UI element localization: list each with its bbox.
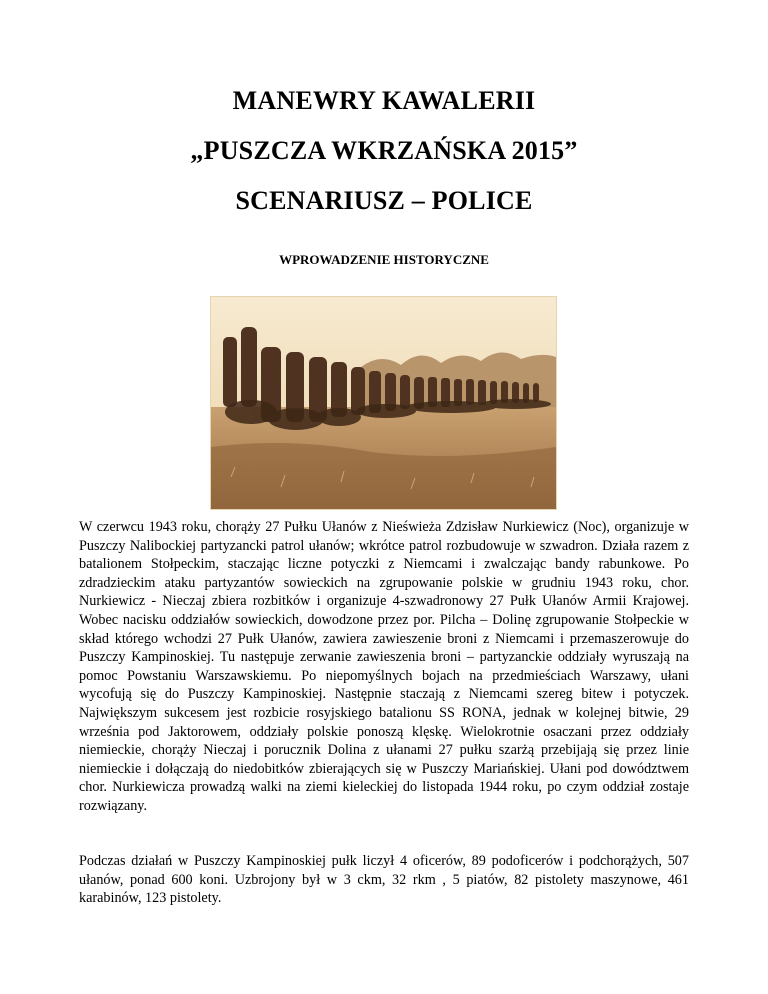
paragraph-2: Podczas działań w Puszczy Kampinoskiej pułk liczył 4 oficerów, 89 podoficerów i podchorążych, 507 ułanów, ponad 600 koni. Uzbrojony był w 3 ckm, 32 rkm , 5 piatów, 82 pistolety maszynowe, 461 karabinów, 123 pistolety.: [79, 853, 689, 907]
title-line-2: „PUSZCZA WKRZAŃSKA 2015”: [190, 136, 578, 165]
cavalry-photo-icon: [211, 297, 556, 509]
cavalry-photo: [210, 296, 557, 510]
section-heading: WPROWADZENIE HISTORYCZNE: [279, 252, 489, 267]
paragraph-1: W czerwcu 1943 roku, chorąży 27 Pułku Ułanów z Nieświeża Zdzisław Nurkiewicz (Noc), organizuje w Puszczy Nalibockiej partyzancki patrol ułanów; wkrótce patrol rozbudowuje w szwadron. Działa razem z batalionem Stołpeckim, staczając liczne potyczki z Niemcami i zwalczając bandy rabunkowe. Po zdradzieckim ataku partyzantów sowieckich na zgrupowanie polskie w grudniu 1943 roku, chor. Nurkiewicz - Nieczaj zbiera rozbitków i organizuje 4-szwadronowy 27 Pułk Ułanów Armii Krajowej. Wobec nacisku oddziałów sowieckich, dowodzone przez por. Pilcha – Dolinę zgrupowanie Stołpeckie w skład którego wchodzi 27 Pułk Ułanów, zawiera zawieszenie broni z Niemcami i przemaszerowuje do Puszczy Kampinoskiej. Tu następuje zerwanie zawieszenia broni – partyzanckie oddziały wyruszają na pomoc Powstaniu Warszawskiemu. Po niepomyślnych bojach na przedmieściach Warszawy, ułani wycofują się do Puszczy Kampinoskiej. Następnie staczają z Niemcami szereg bitew i potyczek. Największym sukcesem jest rozbicie rosyjskiego batalionu SS RONA, jednak w kolejnej bitwie, 29 września pod Jaktorowem, oddziały polskie ponoszą klęskę. Wielokrotnie osaczani przez oddziały niemieckie, chorąży Nieczaj i porucznik Dolina z ułanami 27 pułku szarżą przebijają się przez linie niemieckie i dołączają do niedobitków zbierających się w Puszczy Mariańskiej. Ułani pod dowództwem chor. Nurkiewicza prowadzą walki na ziemi kieleckiej do listopada 1944 roku, po czym oddział zostaje rozwiązany.: [79, 519, 689, 814]
title-line-1: MANEWRY KAWALERII: [232, 86, 536, 115]
title-line-3: SCENARIUSZ – POLICE: [235, 186, 533, 215]
